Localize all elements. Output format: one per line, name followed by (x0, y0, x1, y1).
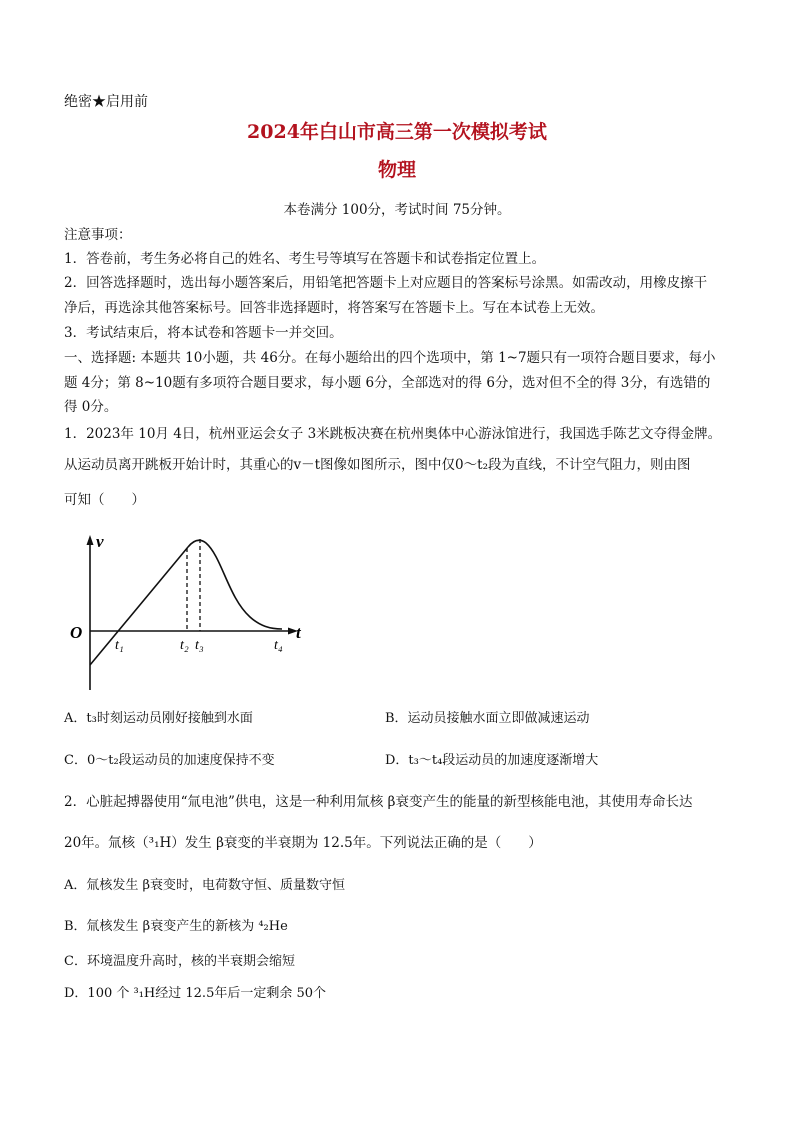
t2-label: t₂ (180, 638, 189, 653)
v-t-graph (60, 525, 310, 700)
linear-segment (90, 547, 188, 665)
question-1-line-1: 1．2023年 10月 4日，杭州亚运会女子 3米跳板决赛在杭州奥体中心游泳馆进行，我国选手陈艺文夺得金牌。 (64, 426, 722, 442)
question-2-line-1: 2．心脏起搏器使用“氚电池”供电，这是一种利用氚核 β衰变产生的能量的新型核能电池，其使用寿命长达 (64, 794, 693, 810)
note-2-line-1: 2．回答选择题时，选出每小题答案后，用铅笔把答题卡上对应题目的答案标号涂黑。如需改动，用橡皮擦干 (64, 275, 708, 291)
note-1: 1．答卷前，考生务必将自己的姓名、考生号等填写在答题卡和试卷指定位置上。 (64, 251, 546, 267)
note-2-line-2: 净后，再选涂其他答案标号。回答非选择题时，将答案写在答题卡上。写在本试卷上无效。 (64, 300, 604, 316)
origin-label: O (70, 623, 83, 642)
question-1-option-d: D．t₃～t₄段运动员的加速度逐渐增大 (385, 753, 599, 768)
question-1-line-2: 从运动员离开跳板开始计时，其重心的v－t图像如图所示，图中仅0～t₂段为直线，不计空气阻力，则由图 (64, 457, 691, 473)
question-2-option-a: A．氚核发生 β衰变时，电荷数守恒、质量数守恒 (64, 878, 346, 893)
notes-heading: 注意事项： (64, 227, 132, 243)
section-1-line-3: 得 0分。 (64, 399, 118, 415)
section-1-line-1: 一、选择题: 本题共 10小题，共 46分。在每小题给出的四个选项中，第 1~7题只有一项符合题目要求，每小 (64, 350, 716, 366)
exam-title: 2024年白山市高三第一次模拟考试 (247, 121, 547, 143)
curve-segment (188, 540, 282, 629)
question-1-option-c: C．0～t₂段运动员的加速度保持不变 (64, 753, 275, 768)
question-1-line-3: 可知（ ） (64, 492, 145, 508)
t3-label: t₃ (195, 638, 204, 653)
note-3: 3．考试结束后，将本试卷和答题卡一并交回。 (64, 325, 343, 341)
confidential-label: 绝密★启用前 (64, 94, 148, 110)
t1-label: t₁ (115, 638, 124, 653)
subject-title: 物理 (377, 159, 416, 181)
question-2-option-d: D．100 个 ³₁H经过 12.5年后一定剩余 50个 (64, 986, 327, 1001)
question-2-option-c: C．环境温度升高时，核的半衰期会缩短 (64, 954, 295, 969)
question-1-option-b: B．运动员接触水面立即做减速运动 (385, 711, 590, 726)
question-1-option-a: A．t₃时刻运动员刚好接触到水面 (64, 711, 253, 726)
question-2-option-b: B．氚核发生 β衰变产生的新核为 ⁴₂He (64, 919, 288, 934)
t4-label: t₄ (274, 638, 283, 653)
exam-info: 本卷满分 100分，考试时间 75分钟。 (283, 202, 511, 218)
t-axis-label: t (296, 623, 301, 642)
v-axis-label: v (96, 532, 104, 551)
question-2-line-2: 20年。氚核（³₁H）发生 β衰变的半衰期为 12.5年。下列说法正确的是（ ） (64, 835, 542, 851)
section-1-line-2: 题 4分；第 8~10题有多项符合题目要求，每小题 6分，全部选对的得 6分，选对但不全的得 3分，有选错的 (64, 375, 711, 391)
v-axis-arrow (87, 535, 94, 545)
